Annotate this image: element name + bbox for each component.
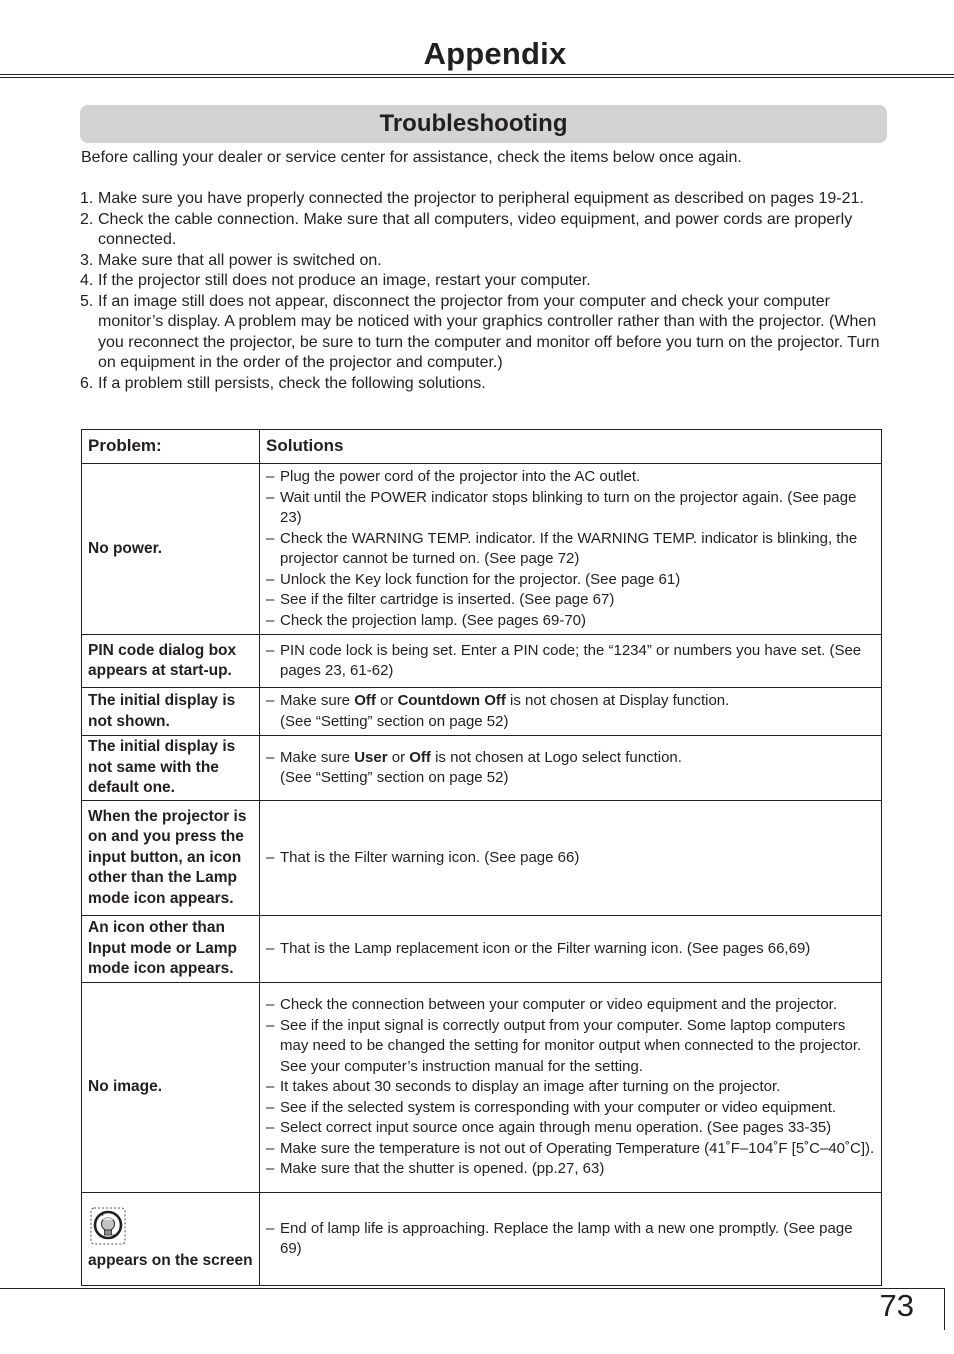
solution-item: – Check the WARNING TEMP. indicator. If the WARNING TEMP. indicator is blinking, the projector cannot be turned on. (See page 72): [266, 529, 858, 567]
table-row: [82, 1193, 882, 1286]
problem-cell: No power.: [82, 464, 260, 635]
solution-item: – See if the filter cartridge is inserted. (See page 67): [266, 591, 615, 608]
solution-item: – Select correct input source once again through menu operation. (See pages 33-35): [266, 1119, 832, 1137]
page-number: 73: [879, 1288, 914, 1323]
solution-item: – Wait until the POWER indicator stops blinking to turn on the projector again. (See page 23): [266, 488, 857, 526]
solution-item: – Check the connection between your computer or video equipment and the projector.: [266, 996, 838, 1014]
checklist-item: [80, 271, 880, 292]
solution-item: – Make sure Off or Countdown Off is not chosen at Display function. (See “Setting” section on page 52): [266, 692, 730, 730]
problem-cell: No image.: [82, 983, 260, 1193]
checklist-item: [80, 189, 880, 210]
solution-cell: [260, 688, 882, 736]
checklist-number: 6.: [80, 374, 94, 392]
solution-item: – PIN code lock is being set. Enter a PIN code; the “1234” or numbers you have set. (See pages 23, 61-62): [266, 641, 862, 679]
problem-cell: When the projector is on and you press the input button, an icon other than the Lamp mode icon appears.: [82, 801, 260, 916]
problem-cell: The initial display is not same with the default one.: [82, 736, 260, 801]
troubleshooting-table: [81, 429, 882, 1286]
solution-item: – That is the Lamp replacement icon or the Filter warning icon. (See pages 66,69): [266, 939, 811, 957]
solution-item: – Plug the power cord of the projector into the AC outlet.: [266, 468, 641, 485]
solution-item: – It takes about 30 seconds to display an image after turning on the projector.: [266, 1078, 781, 1096]
checklist-number: 5.: [80, 292, 94, 310]
solution-cell: [260, 801, 882, 916]
solution-item: – See if the selected system is corresponding with your computer or video equipment.: [266, 1098, 837, 1116]
checklist-item: [80, 251, 880, 272]
checklist-text: Make sure that all power is switched on.: [98, 251, 382, 269]
checklist-text: Make sure you have properly connected the projector to peripheral equipment as described on pages 19-21.: [98, 190, 864, 207]
problem-cell: [82, 1193, 260, 1286]
table-header-row: [82, 430, 882, 464]
checklist-item: [80, 374, 880, 395]
checklist-number: 2.: [80, 210, 94, 228]
checklist: [80, 189, 880, 394]
checklist-text: If the projector still does not produce an image, restart your computer.: [98, 272, 591, 289]
problem-cell: An icon other than Input mode or Lamp mode icon appears.: [82, 916, 260, 983]
table-row: [82, 983, 882, 1193]
checklist-text: If an image still does not appear, disconnect the projector from your computer and check your computer monitor’s display. A problem may be noticed with your graphics controller rather than with the projector. (When you reconnect the projector, be sure to turn the computer and monitor off before you turn on the projector. Turn on equipment in the order of the projector and computer.): [98, 292, 880, 371]
checklist-number: 1.: [80, 190, 94, 207]
page-title: Appendix: [423, 36, 567, 71]
solution-item: – End of lamp life is approaching. Replace the lamp with a new one promptly. (See page 69): [266, 1219, 853, 1257]
solution-cell: [260, 983, 882, 1193]
solution-cell: [260, 1193, 882, 1286]
table-row: [82, 635, 882, 688]
header-problem: Problem:: [82, 430, 260, 464]
solution-cell: [260, 736, 882, 801]
solution-item: – Unlock the Key lock function for the projector. (See page 61): [266, 570, 681, 588]
solution-item: – Check the projection lamp. (See pages 69-70): [266, 611, 587, 629]
solution-item: – See if the input signal is correctly output from your computer. Some laptop computers may need to be changed the setting for monitor output when connected to the projector. See your computer’s instruction manual for the setting.: [266, 1016, 862, 1075]
table-row: [82, 688, 882, 736]
solution-item: – Make sure User or Off is not chosen at Logo select function. (See “Setting” section on page 52): [266, 748, 682, 786]
solution-cell: [260, 464, 882, 635]
solution-item: – Make sure that the shutter is opened. (pp.27, 63): [266, 1160, 605, 1178]
header-solutions: Solutions: [260, 430, 882, 464]
checklist-text: Check the cable connection. Make sure that all computers, video equipment, and power cords are properly connected.: [98, 210, 853, 248]
problem-cell: The initial display is not shown.: [82, 688, 260, 736]
footer-rule: [0, 1288, 944, 1289]
table-row: [82, 464, 882, 635]
table-row: [82, 916, 882, 983]
checklist-item: [80, 210, 880, 251]
checklist-number: 3.: [80, 251, 94, 269]
checklist-number: 4.: [80, 272, 94, 289]
solution-item: – That is the Filter warning icon. (See page 66): [266, 848, 580, 866]
problem-cell: PIN code dialog box appears at start-up.: [82, 635, 260, 688]
footer-rule-vertical: [944, 1288, 945, 1330]
solution-item: – Make sure the temperature is not out of Operating Temperature (41˚F–104˚F [5˚C–40˚C]).: [266, 1139, 875, 1157]
header-rule: [0, 74, 954, 75]
checklist-item: [80, 292, 880, 374]
section-title: Troubleshooting: [379, 110, 568, 137]
solution-cell: [260, 635, 882, 688]
table-row: [82, 736, 882, 801]
lamp-replacement-icon: [90, 1207, 126, 1245]
table-row: [82, 801, 882, 916]
intro-paragraph: Before calling your dealer or service center for assistance, check the items below once again.: [81, 149, 742, 166]
section-banner: [80, 105, 887, 143]
problem-text: appears on the screen: [88, 1251, 253, 1269]
checklist-text: If a problem still persists, check the following solutions.: [98, 374, 486, 392]
header-rule-secondary: [0, 77, 954, 78]
solution-cell: [260, 916, 882, 983]
